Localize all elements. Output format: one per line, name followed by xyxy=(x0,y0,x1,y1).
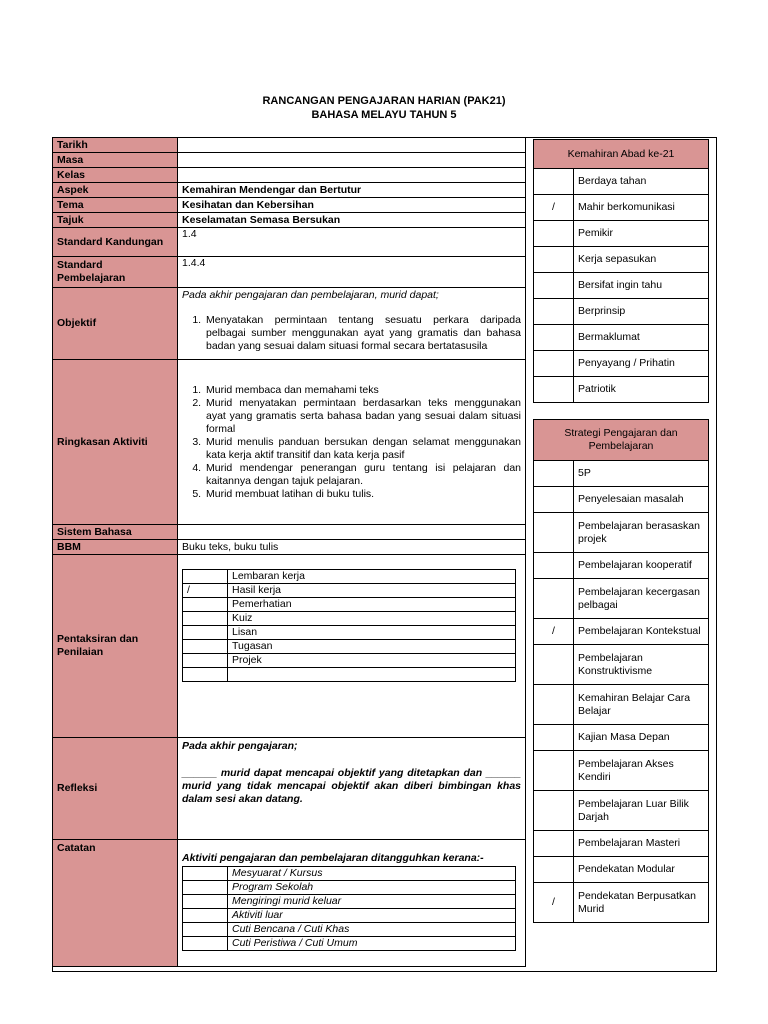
label-kelas: Kelas xyxy=(53,168,178,183)
kemahiran-label: Penyayang / Prihatin xyxy=(574,351,709,377)
label-bbm: BBM xyxy=(53,540,178,555)
pentaksiran-label: Hasil kerja xyxy=(228,584,516,598)
strategi-item[interactable] xyxy=(534,461,709,487)
row-masa xyxy=(53,153,526,168)
kemahiran-item[interactable] xyxy=(534,351,709,377)
pentaksiran-item[interactable] xyxy=(183,612,516,626)
pentaksiran-item[interactable] xyxy=(183,654,516,668)
kemahiran-mark[interactable] xyxy=(534,273,574,299)
kemahiran-mark[interactable] xyxy=(534,299,574,325)
strategi-item[interactable] xyxy=(534,579,709,619)
value-standard-kandungan: 1.4 xyxy=(178,228,526,257)
strategi-item[interactable] xyxy=(534,883,709,923)
kemahiran-item[interactable] xyxy=(534,325,709,351)
kemahiran-label: Bersifat ingin tahu xyxy=(574,273,709,299)
strategi-mark[interactable] xyxy=(534,791,574,831)
strategi-mark[interactable] xyxy=(534,725,574,751)
strategi-mark[interactable] xyxy=(534,513,574,553)
catatan-label: Cuti Peristiwa / Cuti Umum xyxy=(228,937,516,951)
value-masa[interactable] xyxy=(178,153,526,168)
refleksi-text: ______ murid dapat mencapai objektif yang ditetapkan dan ______ murid yang tidak mencapai objektif akan diberi bimbingan khas dalam sesi akan datang. xyxy=(182,767,521,805)
strategi-table xyxy=(533,419,709,923)
label-tema: Tema xyxy=(53,198,178,213)
pentaksiran-label: Projek xyxy=(228,654,516,668)
label-aspek: Aspek xyxy=(53,183,178,198)
pentaksiran-item[interactable] xyxy=(183,570,516,584)
kemahiran-mark[interactable] xyxy=(534,351,574,377)
strategi-mark[interactable] xyxy=(534,645,574,685)
row-standard-pembelajaran xyxy=(53,257,526,288)
pentaksiran-label: Kuiz xyxy=(228,612,516,626)
value-sistem-bahasa[interactable] xyxy=(178,525,526,540)
strategi-item[interactable] xyxy=(534,487,709,513)
row-pentaksiran xyxy=(53,555,526,738)
catatan-intro: Aktiviti pengajaran dan pembelajaran ditangguhkan kerana:- xyxy=(182,852,484,864)
strategi-label: Pendekatan Berpusatkan Murid xyxy=(574,883,709,923)
pentaksiran-label: Lisan xyxy=(228,626,516,640)
value-tajuk: Keselamatan Semasa Bersukan xyxy=(178,213,526,228)
kemahiran-mark[interactable] xyxy=(534,221,574,247)
kemahiran-item[interactable] xyxy=(534,273,709,299)
strategi-item[interactable] xyxy=(534,685,709,725)
value-standard-pembelajaran: 1.4.4 xyxy=(178,257,526,288)
strategi-mark[interactable] xyxy=(534,685,574,725)
row-refleksi xyxy=(53,738,526,840)
catatan-item[interactable] xyxy=(183,923,516,937)
strategi-item[interactable] xyxy=(534,751,709,791)
strategi-label: Pembelajaran kecergasan pelbagai xyxy=(574,579,709,619)
strategi-label: Pembelajaran Kontekstual xyxy=(574,619,709,645)
strategi-label: Pembelajaran Akses Kendiri xyxy=(574,751,709,791)
strategi-label: Kajian Masa Depan xyxy=(574,725,709,751)
value-kelas[interactable] xyxy=(178,168,526,183)
strategi-item[interactable] xyxy=(534,857,709,883)
catatan-mark[interactable] xyxy=(183,867,228,881)
kemahiran-table xyxy=(533,139,709,403)
strategi-label: Pendekatan Modular xyxy=(574,857,709,883)
kemahiran-label: Pemikir xyxy=(574,221,709,247)
pentaksiran-mark[interactable]: / xyxy=(183,584,228,598)
pentaksiran-label: Pemerhatian xyxy=(228,598,516,612)
catatan-label: Program Sekolah xyxy=(228,881,516,895)
ringkasan-item: 1. Murid membaca dan memahami teks xyxy=(204,384,521,397)
strategi-item[interactable] xyxy=(534,553,709,579)
strategi-mark[interactable] xyxy=(534,487,574,513)
pentaksiran-label xyxy=(228,668,516,682)
strategi-label: Pembelajaran Luar Bilik Darjah xyxy=(574,791,709,831)
document-subtitle: BAHASA MELAYU TAHUN 5 xyxy=(311,109,457,121)
label-refleksi: Refleksi xyxy=(53,738,178,840)
row-tema xyxy=(53,198,526,213)
label-catatan: Catatan xyxy=(53,840,178,967)
pentaksiran-mark[interactable] xyxy=(183,570,228,584)
strategi-label: Kemahiran Belajar Cara Belajar xyxy=(574,685,709,725)
kemahiran-mark[interactable] xyxy=(534,169,574,195)
strategi-mark[interactable]: / xyxy=(534,619,574,645)
strategi-mark[interactable] xyxy=(534,461,574,487)
strategi-mark[interactable] xyxy=(534,751,574,791)
label-standard-kandungan: Standard Kandungan xyxy=(53,228,178,257)
catatan-mark[interactable] xyxy=(183,923,228,937)
pentaksiran-mark[interactable] xyxy=(183,626,228,640)
catatan-mark[interactable] xyxy=(183,909,228,923)
strategi-item[interactable] xyxy=(534,725,709,751)
row-tajuk xyxy=(53,213,526,228)
kemahiran-mark[interactable] xyxy=(534,325,574,351)
kemahiran-item[interactable] xyxy=(534,299,709,325)
kemahiran-label: Mahir berkomunikasi xyxy=(574,195,709,221)
strategi-item[interactable] xyxy=(534,791,709,831)
kemahiran-item[interactable] xyxy=(534,247,709,273)
kemahiran-item[interactable] xyxy=(534,169,709,195)
catatan-item[interactable] xyxy=(183,895,516,909)
pentaksiran-item[interactable] xyxy=(183,598,516,612)
pentaksiran-mark[interactable] xyxy=(183,598,228,612)
objektif-item: 1. Menyatakan permintaan tentang sesuatu perkara daripada pelbagai sumber menggunakan ayat yang gramatis dan bahasa badan yang sesuai dalam situasi formal secara bertatasusila xyxy=(204,314,521,353)
pentaksiran-checklist xyxy=(182,569,516,682)
pentaksiran-label: Lembaran kerja xyxy=(228,570,516,584)
catatan-label: Cuti Bencana / Cuti Khas xyxy=(228,923,516,937)
pentaksiran-label: Tugasan xyxy=(228,640,516,654)
kemahiran-mark[interactable] xyxy=(534,247,574,273)
catatan-label: Aktiviti luar xyxy=(228,909,516,923)
pentaksiran-mark[interactable] xyxy=(183,668,228,682)
label-tajuk: Tajuk xyxy=(53,213,178,228)
catatan-label: Mengiringi murid keluar xyxy=(228,895,516,909)
row-ringkasan-aktiviti xyxy=(53,360,526,525)
catatan-mark[interactable] xyxy=(183,895,228,909)
row-sistem-bahasa xyxy=(53,525,526,540)
label-pentaksiran: Pentaksiran dan Penilaian xyxy=(53,555,178,738)
label-sistem-bahasa: Sistem Bahasa xyxy=(53,525,178,540)
strategi-label: 5P xyxy=(574,461,709,487)
label-standard-pembelajaran: Standard Pembelajaran xyxy=(53,257,178,288)
kemahiran-header: Kemahiran Abad ke-21 xyxy=(534,140,709,169)
document-title: RANCANGAN PENGAJARAN HARIAN (PAK21) xyxy=(262,95,506,107)
strategi-label: Pembelajaran Masteri xyxy=(574,831,709,857)
pentaksiran-item[interactable] xyxy=(183,626,516,640)
catatan-item[interactable] xyxy=(183,909,516,923)
row-catatan xyxy=(53,840,526,967)
strategi-label: Penyelesaian masalah xyxy=(574,487,709,513)
strategi-mark[interactable] xyxy=(534,831,574,857)
row-tarikh xyxy=(53,138,526,153)
kemahiran-item[interactable] xyxy=(534,377,709,403)
label-objektif: Objektif xyxy=(53,288,178,360)
ringkasan-item: 5. Murid membuat latihan di buku tulis. xyxy=(204,488,521,501)
row-aspek xyxy=(53,183,526,198)
strategi-header: Strategi Pengajaran dan Pembelajaran xyxy=(534,420,709,461)
catatan-checklist xyxy=(182,866,516,951)
pentaksiran-mark[interactable] xyxy=(183,654,228,668)
strategi-mark[interactable] xyxy=(534,857,574,883)
refleksi-intro: Pada akhir pengajaran; xyxy=(182,740,298,752)
value-aspek: Kemahiran Mendengar dan Bertutur xyxy=(178,183,526,198)
strategi-item[interactable] xyxy=(534,513,709,553)
kemahiran-item[interactable] xyxy=(534,221,709,247)
kemahiran-label: Bermaklumat xyxy=(574,325,709,351)
strategi-item[interactable] xyxy=(534,645,709,685)
pentaksiran-item[interactable] xyxy=(183,668,516,682)
objektif-intro: Pada akhir pengajaran dan pembelajaran, murid dapat; xyxy=(182,289,439,301)
pentaksiran-item[interactable] xyxy=(183,640,516,654)
label-ringkasan-aktiviti: Ringkasan Aktiviti xyxy=(53,360,178,525)
catatan-item[interactable] xyxy=(183,867,516,881)
catatan-label: Mesyuarat / Kursus xyxy=(228,867,516,881)
value-tema: Kesihatan dan Kebersihan xyxy=(178,198,526,213)
strategi-item[interactable] xyxy=(534,831,709,857)
catatan-mark[interactable] xyxy=(183,937,228,951)
pentaksiran-item[interactable] xyxy=(183,584,516,598)
label-tarikh: Tarikh xyxy=(53,138,178,153)
row-objektif xyxy=(53,288,526,360)
ringkasan-item: 3. Murid menulis panduan bersukan dengan selamat menggunakan kata kerja aktif transitif dan kata kerja pasif xyxy=(204,436,521,462)
value-tarikh[interactable] xyxy=(178,138,526,153)
catatan-mark[interactable] xyxy=(183,881,228,895)
strategi-mark[interactable] xyxy=(534,579,574,619)
strategi-label: Pembelajaran berasaskan projek xyxy=(574,513,709,553)
label-masa: Masa xyxy=(53,153,178,168)
strategi-mark[interactable] xyxy=(534,553,574,579)
ringkasan-item: 2. Murid menyatakan permintaan berdasarkan teks menggunakan ayat yang gramatis serta bahasa badan yang sesuai dalam situasi formal xyxy=(204,397,521,436)
kemahiran-item[interactable] xyxy=(534,195,709,221)
kemahiran-label: Kerja sepasukan xyxy=(574,247,709,273)
strategi-mark[interactable]: / xyxy=(534,883,574,923)
strategi-item[interactable] xyxy=(534,619,709,645)
catatan-item[interactable] xyxy=(183,881,516,895)
kemahiran-mark[interactable]: / xyxy=(534,195,574,221)
row-bbm xyxy=(53,540,526,555)
kemahiran-label: Patriotik xyxy=(574,377,709,403)
ringkasan-item: 4. Murid mendengar penerangan guru tentang isi pelajaran dan kaitannya dengan tajuk pelajaran. xyxy=(204,462,521,488)
kemahiran-mark[interactable] xyxy=(534,377,574,403)
value-bbm: Buku teks, buku tulis xyxy=(178,540,526,555)
strategi-label: Pembelajaran kooperatif xyxy=(574,553,709,579)
catatan-item[interactable] xyxy=(183,937,516,951)
kemahiran-label: Berdaya tahan xyxy=(574,169,709,195)
strategi-label: Pembelajaran Konstruktivisme xyxy=(574,645,709,685)
row-standard-kandungan xyxy=(53,228,526,257)
row-kelas xyxy=(53,168,526,183)
lesson-plan-table xyxy=(52,137,526,967)
pentaksiran-mark[interactable] xyxy=(183,612,228,626)
pentaksiran-mark[interactable] xyxy=(183,640,228,654)
kemahiran-label: Berprinsip xyxy=(574,299,709,325)
